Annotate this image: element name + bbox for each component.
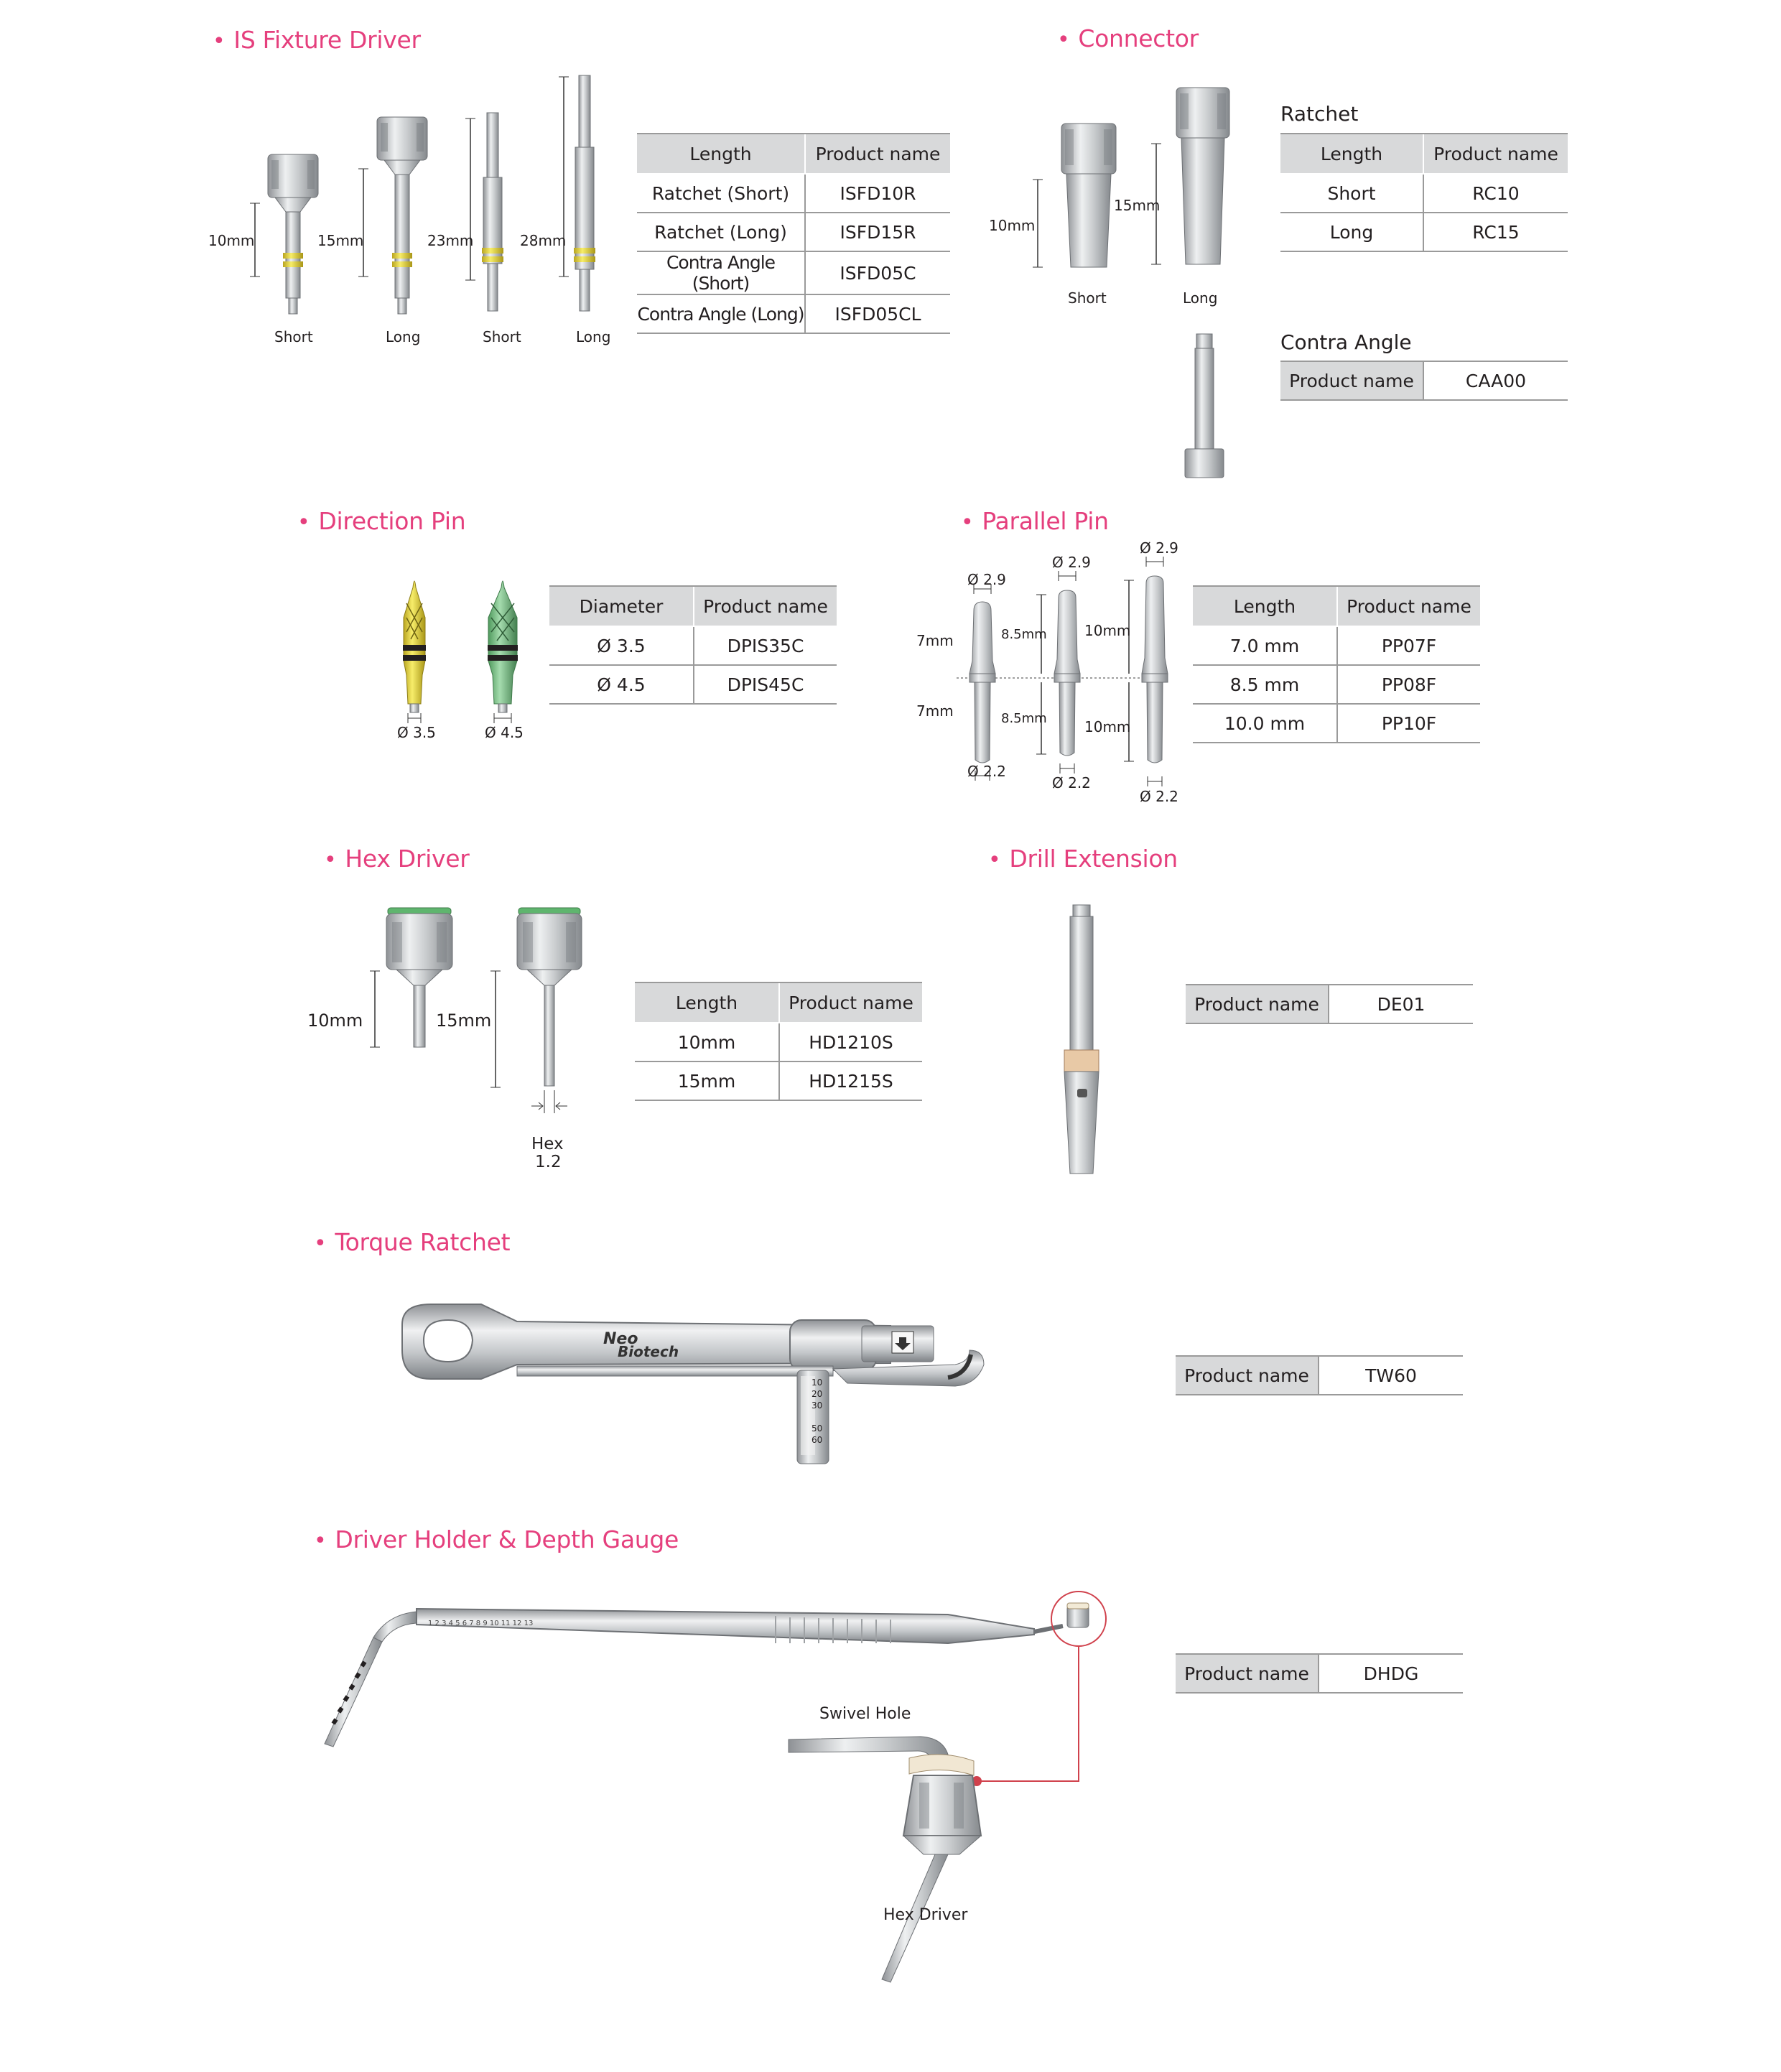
cell-length: Contra Angle (Long)	[637, 294, 805, 333]
fixture-driver-long-contra	[559, 75, 595, 311]
cell-product-value: DHDG	[1319, 1654, 1463, 1693]
title-parallel-pin-text: Parallel Pin	[982, 507, 1109, 535]
title-parallel-pin: • Parallel Pin	[961, 507, 1109, 535]
direction-pin-3-5	[403, 581, 426, 723]
title-connector-text: Connector	[1078, 24, 1199, 52]
table-row	[1193, 665, 1480, 704]
title-torque-ratchet-text: Torque Ratchet	[335, 1228, 511, 1256]
table-header-row	[549, 586, 837, 626]
driver-holder-table	[1176, 1653, 1463, 1694]
driver-holder-illustration	[316, 1580, 1135, 2004]
direction-pin-illustration	[381, 575, 546, 740]
cell-product: DPIS35C	[694, 626, 837, 665]
cell-length: Ratchet (Short)	[637, 174, 805, 213]
pp-lower-len-3: 10mm	[1084, 718, 1131, 735]
title-is-fixture-driver: • IS Fixture Driver	[213, 26, 421, 54]
table-row	[549, 626, 837, 665]
parallel-pin-7mm	[969, 584, 995, 781]
depth-gauge-probe	[325, 1612, 417, 1747]
cell-product: PP07F	[1337, 626, 1480, 665]
torque-scale-10: 10	[812, 1378, 823, 1388]
connector-short	[1033, 124, 1116, 267]
cell-length: Long	[1280, 213, 1423, 251]
swivel-detail	[789, 1737, 981, 1982]
cell-product: DPIS45C	[694, 665, 837, 704]
isfd-dim-2: 15mm	[317, 232, 364, 249]
drill-extension-illustration	[1048, 898, 1135, 1185]
cell-product: PP08F	[1337, 665, 1480, 704]
drill-extension-table	[1186, 984, 1473, 1024]
torque-scale-20: 20	[812, 1389, 823, 1399]
table-row	[1280, 174, 1568, 213]
pp-bottom-dia-1: Ø 2.2	[967, 763, 1006, 780]
connector-contra-angle	[1185, 334, 1224, 478]
hex-driver-15mm	[490, 908, 582, 1113]
table-row	[635, 1023, 922, 1061]
cell-length: 10mm	[635, 1023, 779, 1061]
title-drill-extension-text: Drill Extension	[1009, 845, 1178, 873]
cell-length: 7.0 mm	[1193, 626, 1337, 665]
pp-lower-len-1: 7mm	[916, 702, 954, 720]
table-header-row	[1280, 134, 1568, 174]
parallel-pin-10mm	[1124, 557, 1168, 786]
table-header-row	[1193, 586, 1480, 626]
hex-driver-hex-value: 1.2	[535, 1153, 562, 1171]
table-header-row	[637, 134, 950, 174]
pp-bottom-dia-3: Ø 2.2	[1140, 788, 1178, 805]
is-fixture-driver-table	[637, 133, 950, 334]
isfd-dim-1: 10mm	[208, 232, 255, 249]
pp-top-dia-2: Ø 2.9	[1052, 554, 1091, 571]
col-header-product: Product name	[805, 134, 950, 174]
connector-contra-heading: Contra Angle	[1280, 330, 1412, 354]
cell-product: ISFD05CL	[805, 294, 950, 333]
table-row	[549, 665, 837, 704]
table-row	[1176, 1356, 1463, 1395]
cell-diameter: Ø 4.5	[549, 665, 694, 704]
table-row	[637, 213, 950, 251]
isfd-caption-3: Short	[483, 328, 521, 345]
title-driver-holder: • Driver Holder & Depth Gauge	[314, 1525, 679, 1553]
cell-product-value: CAA00	[1423, 361, 1568, 400]
parallel-pin-8-5mm	[1036, 571, 1080, 773]
cell-product-value: TW60	[1319, 1356, 1463, 1395]
cell-length: 8.5 mm	[1193, 665, 1337, 704]
parallel-pin-table	[1193, 585, 1480, 743]
hex-driver-table	[635, 982, 922, 1101]
cell-product-label: Product name	[1176, 1654, 1319, 1693]
table-row	[637, 294, 950, 333]
title-direction-pin-text: Direction Pin	[318, 507, 466, 535]
direction-pin-caption-1: Ø 3.5	[397, 724, 436, 741]
isfd-dim-3: 23mm	[427, 232, 474, 249]
driver-holder-handle	[417, 1592, 1106, 1646]
isfd-dim-4: 28mm	[520, 232, 567, 249]
table-row	[1193, 626, 1480, 665]
pp-top-dia-3: Ø 2.9	[1140, 539, 1178, 557]
col-header-length: Length	[1280, 134, 1423, 174]
cell-diameter: Ø 3.5	[549, 626, 694, 665]
table-row	[1280, 361, 1568, 400]
cell-product: HD1215S	[779, 1061, 922, 1100]
torque-ratchet-brand-2: Biotech	[618, 1343, 679, 1360]
connector-ratchet-heading: Ratchet	[1280, 102, 1359, 126]
title-driver-holder-text: Driver Holder & Depth Gauge	[335, 1525, 679, 1553]
pp-upper-len-2: 8.5mm	[1001, 627, 1047, 642]
isfd-caption-2: Long	[386, 328, 421, 345]
torque-scale-50: 50	[812, 1423, 823, 1434]
title-torque-ratchet: • Torque Ratchet	[314, 1228, 511, 1256]
col-header-product: Product name	[1337, 586, 1480, 626]
connector-long	[1151, 88, 1229, 264]
title-drill-extension: • Drill Extension	[988, 845, 1178, 873]
col-header-length: Length	[637, 134, 805, 174]
cell-product: RC15	[1423, 213, 1568, 251]
cell-product: HD1210S	[779, 1023, 922, 1061]
col-header-diameter: Diameter	[549, 586, 694, 626]
cell-product-label: Product name	[1176, 1356, 1319, 1395]
cell-product: ISFD15R	[805, 213, 950, 251]
table-row	[637, 174, 950, 213]
direction-pin-table	[549, 585, 837, 705]
torque-scale-60: 60	[812, 1435, 823, 1445]
cell-product: ISFD10R	[805, 174, 950, 213]
cell-length: Short	[1280, 174, 1423, 213]
connector-caption-long: Long	[1183, 289, 1218, 307]
table-row	[635, 1061, 922, 1100]
pp-upper-len-1: 7mm	[916, 632, 954, 649]
fixture-driver-short-ratchet	[250, 154, 318, 314]
fixture-driver-short-contra	[465, 113, 503, 311]
pp-upper-len-3: 10mm	[1084, 622, 1131, 639]
table-row	[1193, 704, 1480, 743]
title-hex-driver-text: Hex Driver	[345, 845, 470, 873]
swivel-hole-label: Swivel Hole	[819, 1705, 911, 1723]
callout-leader	[978, 1646, 1079, 1781]
title-connector: • Connector	[1057, 24, 1199, 52]
isfd-caption-1: Short	[274, 328, 313, 345]
table-row	[1186, 985, 1473, 1023]
title-is-fixture-driver-text: IS Fixture Driver	[233, 26, 421, 54]
cell-product-value: DE01	[1329, 985, 1473, 1023]
connector-caption-short: Short	[1068, 289, 1107, 307]
col-header-product: Product name	[694, 586, 837, 626]
isfd-caption-4: Long	[576, 328, 611, 345]
cell-product: ISFD05C	[805, 251, 950, 294]
connector-ratchet-table	[1280, 133, 1568, 252]
table-header-row	[635, 982, 922, 1023]
hex-driver-dim-15: 15mm	[436, 1011, 492, 1031]
cell-product: PP10F	[1337, 704, 1480, 743]
col-header-product: Product name	[1423, 134, 1568, 174]
cell-length: 10.0 mm	[1193, 704, 1337, 743]
pp-lower-len-2: 8.5mm	[1001, 711, 1047, 726]
table-row	[637, 251, 950, 294]
torque-ratchet-table	[1176, 1355, 1463, 1395]
hex-driver-detail-label: Hex Driver	[883, 1906, 968, 1924]
fixture-driver-long-ratchet	[358, 117, 427, 314]
pp-bottom-dia-2: Ø 2.2	[1052, 774, 1091, 791]
connector-dim-long: 15mm	[1114, 197, 1161, 214]
direction-pin-caption-2: Ø 4.5	[485, 724, 524, 741]
pp-top-dia-1: Ø 2.9	[967, 571, 1006, 588]
connector-illustration	[984, 79, 1250, 488]
cell-product: RC10	[1423, 174, 1568, 213]
cell-length: Contra Angle (Short)	[637, 251, 805, 294]
table-row	[1280, 213, 1568, 251]
is-fixture-driver-illustration	[201, 68, 632, 356]
connector-dim-short: 10mm	[989, 217, 1036, 234]
cell-length: 15mm	[635, 1061, 779, 1100]
table-row	[1176, 1654, 1463, 1693]
cell-product-label: Product name	[1280, 361, 1423, 400]
torque-ratchet-illustration	[388, 1300, 1034, 1487]
hex-driver-hex-label: Hex	[531, 1135, 564, 1153]
torque-ratchet-brand-1: Neo	[603, 1330, 638, 1348]
cell-length: Ratchet (Long)	[637, 213, 805, 251]
hex-driver-dim-10: 10mm	[307, 1011, 363, 1031]
torque-scale-30: 30	[812, 1400, 823, 1411]
col-header-length: Length	[635, 982, 779, 1023]
connector-contra-table	[1280, 361, 1568, 401]
direction-pin-4-5	[488, 581, 518, 723]
col-header-length: Length	[1193, 586, 1337, 626]
col-header-product: Product name	[779, 982, 922, 1023]
title-direction-pin: • Direction Pin	[297, 507, 466, 535]
depth-gauge-marks: 1 2 3 4 5 6 7 8 9 10 11 12 13	[428, 1620, 534, 1627]
title-hex-driver: • Hex Driver	[324, 845, 470, 873]
cell-product-label: Product name	[1186, 985, 1329, 1023]
